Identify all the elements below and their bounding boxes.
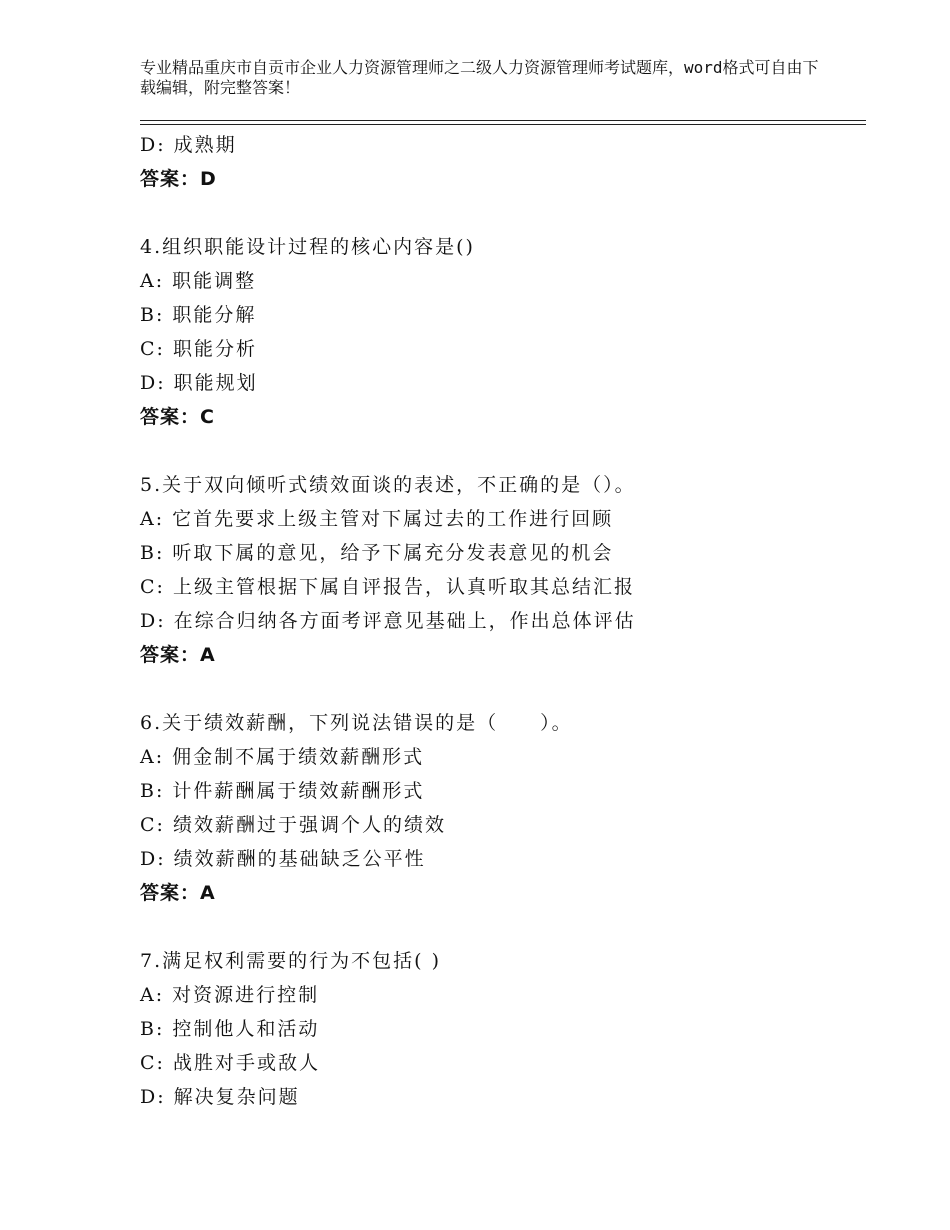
question-6 [140, 706, 860, 910]
question-stem: 4.组织职能设计过程的核心内容是() [140, 236, 475, 258]
option-a: A: 它首先要求上级主管对下属过去的工作进行回顾 [140, 508, 614, 530]
answer: 答案：A [140, 882, 216, 904]
option-d: D: 在综合归纳各方面考评意见基础上，作出总体评估 [140, 610, 636, 632]
option-d: D: 绩效薪酬的基础缺乏公平性 [140, 848, 426, 870]
option-b: B: 计件薪酬属于绩效薪酬形式 [140, 780, 425, 802]
option-c: C: 战胜对手或敌人 [140, 1052, 320, 1074]
answer: 答案：A [140, 644, 216, 666]
option-d: D: 职能规划 [140, 372, 258, 394]
question-content [140, 128, 860, 1114]
question-stem: 7.满足权利需要的行为不包括( ) [140, 950, 441, 972]
header-rule-bottom [140, 124, 866, 125]
option-b: B: 职能分解 [140, 304, 257, 326]
question-stem: 5.关于双向倾听式绩效面谈的表述，不正确的是（）。 [140, 474, 636, 496]
option-b: B: 听取下属的意见，给予下属充分发表意见的机会 [140, 542, 614, 564]
spacer [140, 434, 860, 468]
carryover-option-d: D: 成熟期 [140, 134, 237, 156]
question-7 [140, 944, 860, 1114]
answer: 答案：C [140, 406, 215, 428]
question-4 [140, 230, 860, 434]
option-a: A: 对资源进行控制 [140, 984, 320, 1006]
option-a: A: 职能调整 [140, 270, 257, 292]
carryover-answer: 答案：D [140, 168, 217, 190]
header-rule-top [140, 120, 866, 121]
page-header: 专业精品重庆市自贡市企业人力资源管理师之二级人力资源管理师考试题库，word格式可自由下载编辑，附完整答案！ [140, 58, 819, 97]
spacer [140, 196, 860, 230]
spacer [140, 672, 860, 706]
option-a: A: 佣金制不属于绩效薪酬形式 [140, 746, 425, 768]
question-5 [140, 468, 860, 672]
spacer [140, 910, 860, 944]
option-b: B: 控制他人和活动 [140, 1018, 320, 1040]
option-c: C: 绩效薪酬过于强调个人的绩效 [140, 814, 446, 836]
option-d: D: 解决复杂问题 [140, 1086, 300, 1108]
option-c: C: 上级主管根据下属自评报告，认真听取其总结汇报 [140, 576, 635, 598]
question-stem: 6.关于绩效薪酬，下列说法错误的是（ ）。 [140, 712, 573, 734]
option-c: C: 职能分析 [140, 338, 257, 360]
